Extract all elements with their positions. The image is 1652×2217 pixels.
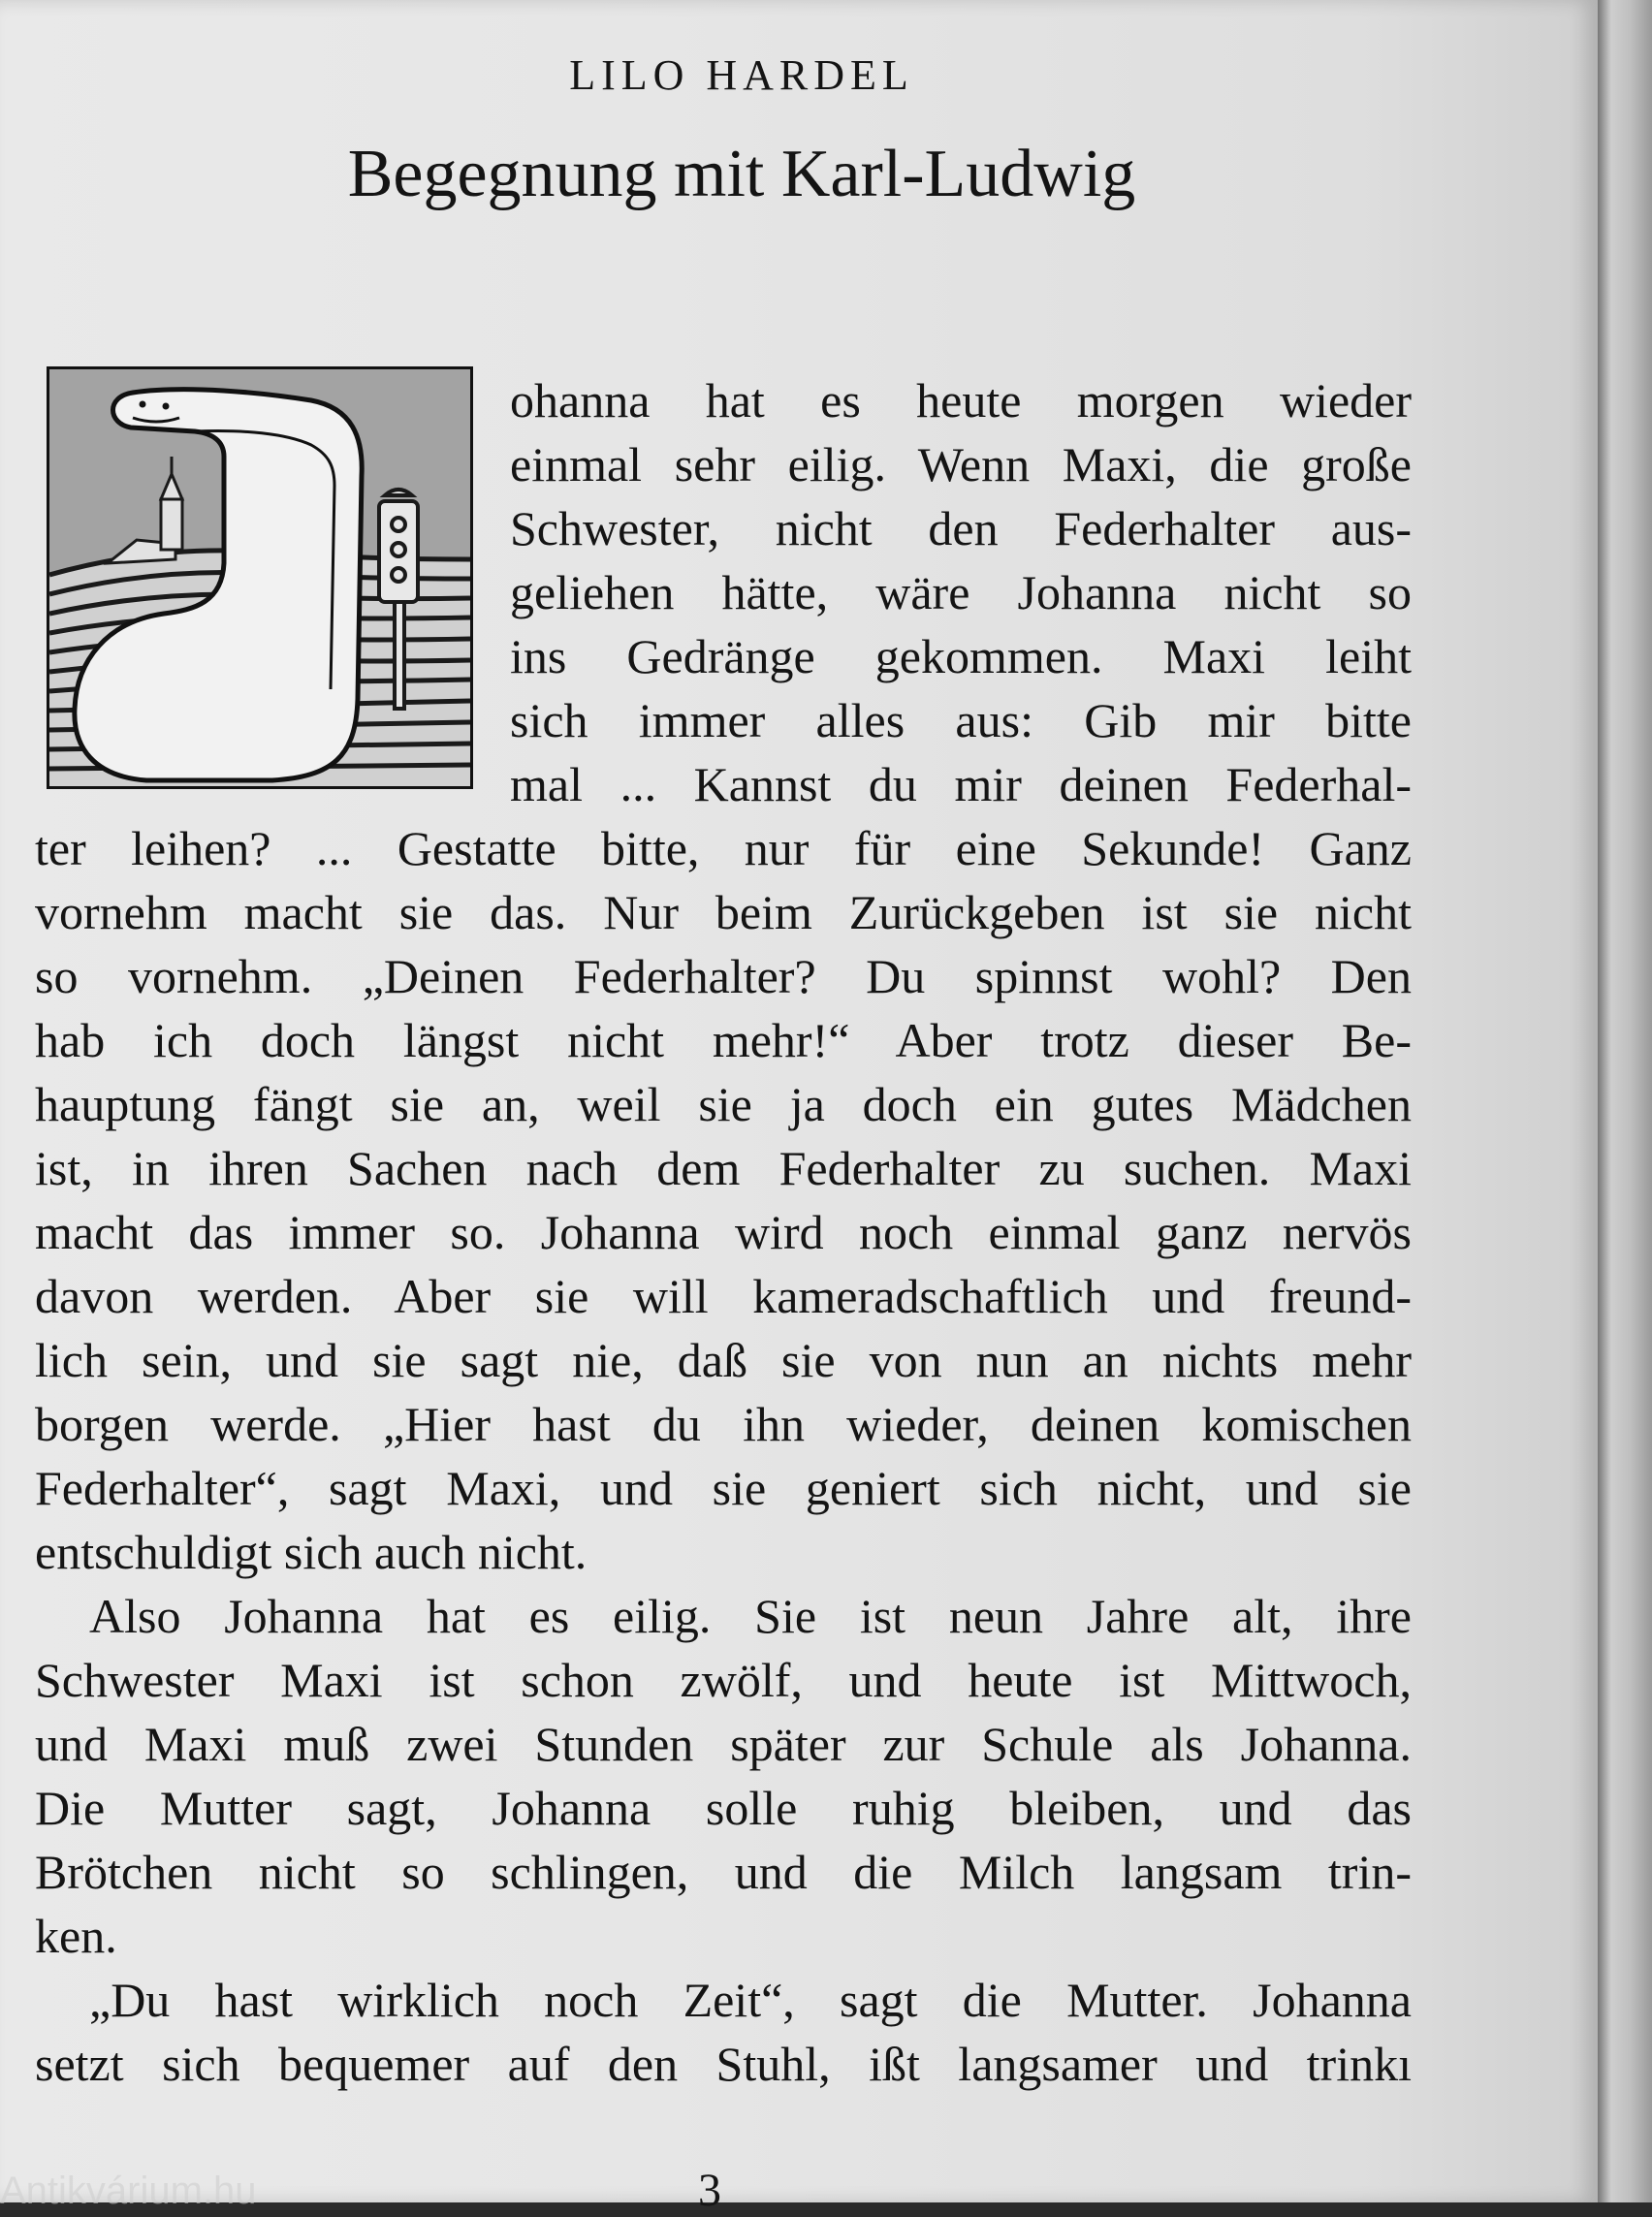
text-line: einmal sehr eilig. Wenn Maxi, die große <box>510 437 1412 491</box>
page-edge-shadow <box>1598 0 1611 2202</box>
text-line: geliehen hätte, wäre Johanna nicht so <box>510 565 1412 619</box>
text-line: so vornehm. „Deinen Federhalter? Du spinnst wohl? Den <box>35 949 1412 1003</box>
text-line: Brötchen nicht so schlingen, und die Milch langsam trin- <box>35 1845 1412 1899</box>
text-line: Die Mutter sagt, Johanna solle ruhig bleiben, und das <box>35 1781 1412 1835</box>
watermark: Antikvárium.hu <box>0 2169 257 2212</box>
text-line: ter leihen? ... Gestatte bitte, nur für eine Sekunde! Ganz <box>35 821 1412 875</box>
text-line: Schwester Maxi ist schon zwölf, und heute ist Mittwoch, <box>35 1653 1412 1707</box>
text-line: ken. <box>35 1909 117 1963</box>
text-line: borgen werde. „Hier hast du ihn wieder, deinen komischen <box>35 1397 1412 1451</box>
text-line: Schwester, nicht den Federhalter aus- <box>510 501 1412 555</box>
text-line: hauptung fängt sie an, weil sie ja doch ein gutes Mädchen <box>35 1077 1412 1131</box>
text-line: ins Gedränge gekommen. Maxi leiht <box>510 629 1412 683</box>
text-line: und Maxi muß zwei Stunden später zur Schule als Johanna. <box>35 1717 1412 1771</box>
chapter-title: Begegnung mit Karl-Ludwig <box>347 137 1136 211</box>
text-line: ist, in ihren Sachen nach dem Federhalter zu suchen. Maxi <box>35 1141 1412 1195</box>
text-line: setzt sich bequemer auf den Stuhl, ißt langsamer und trinkı <box>35 2037 1412 2091</box>
text-line: sich immer alles aus: Gib mir bitte <box>510 693 1412 747</box>
author-name: LILO HARDEL <box>569 51 914 99</box>
text-line: mal ... Kannst du mir deinen Federhal- <box>510 757 1412 811</box>
text-line: lich sein, und sie sagt nie, daß sie von nun an nichts mehr <box>35 1333 1412 1387</box>
page-edge <box>1598 0 1652 2202</box>
page-number: 3 <box>698 2165 721 2216</box>
body-text <box>35 368 1412 2096</box>
text-line: ohanna hat es heute morgen wieder <box>510 373 1412 428</box>
text-line: hab ich doch längst nicht mehr!“ Aber trotz dieser Be- <box>35 1013 1412 1067</box>
text-line: Federhalter“, sagt Maxi, und sie geniert sich nicht, und sie <box>35 1461 1412 1515</box>
text-line: Also Johanna hat es eilig. Sie ist neun Jahre alt, ihre <box>89 1589 1412 1643</box>
text-line: „Du hast wirklich noch Zeit“, sagt die Mutter. Johanna <box>89 1973 1412 2027</box>
text-line: vornehm macht sie das. Nur beim Zurückgeben ist sie nicht <box>35 885 1412 939</box>
text-line: macht das immer so. Johanna wird noch einmal ganz nervös <box>35 1205 1412 1259</box>
text-line: davon werden. Aber sie will kameradschaftlich und freund- <box>35 1269 1412 1323</box>
text-line: entschuldigt sich auch nicht. <box>35 1525 588 1579</box>
